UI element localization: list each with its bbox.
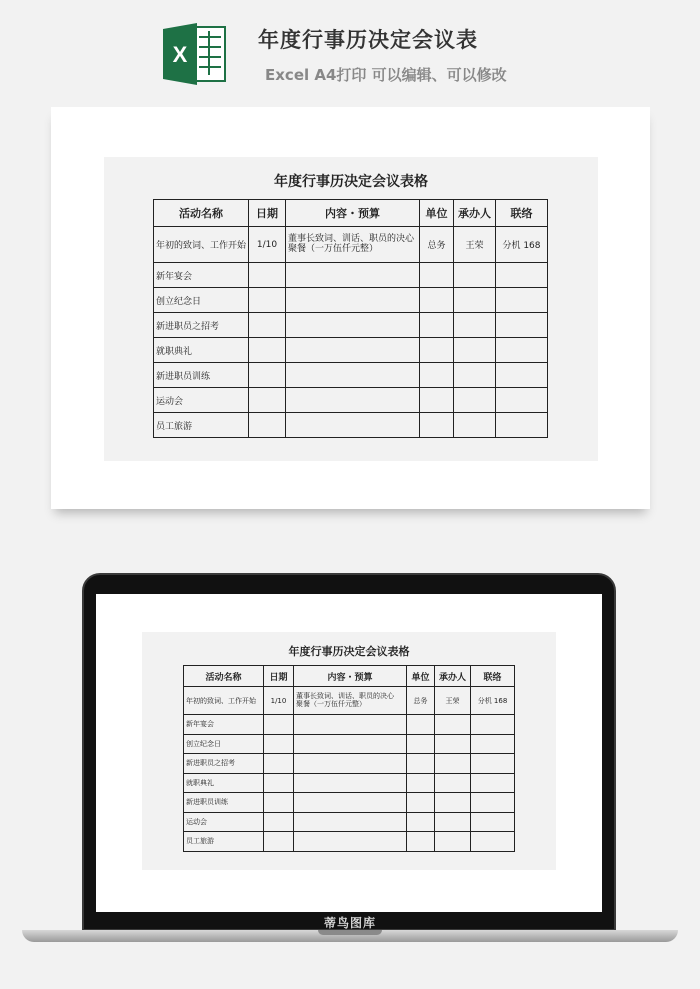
contact-cell [496, 413, 548, 438]
contact-cell-text: 分机 168 [477, 696, 508, 705]
content-line: 董事长致词、训话、职员的决心 [296, 692, 394, 701]
activity-name-cell [184, 832, 264, 852]
content-line: 聚餐（一万伍仟元整） [288, 243, 379, 254]
contact-cell [471, 812, 515, 832]
owner-cell [435, 715, 471, 735]
owner-cell [454, 227, 496, 263]
unit-cell [407, 687, 435, 715]
activity-name-cell-text: 新年宴会 [156, 271, 193, 282]
contact-cell-text: 分机 168 [502, 241, 541, 251]
contact-cell [496, 313, 548, 338]
activity-name-cell-text: 就职典礼 [186, 778, 214, 787]
activity-name-cell-text: 员工旅游 [186, 837, 214, 846]
owner-cell [454, 338, 496, 363]
col-header: 内容・预算 [294, 666, 407, 687]
owner-cell [454, 388, 496, 413]
content-cell [294, 812, 407, 832]
date-cell-text: 1/10 [256, 239, 278, 250]
content-cell [286, 227, 420, 263]
date-cell [249, 338, 286, 363]
unit-cell [407, 832, 435, 852]
content-cell [294, 715, 407, 735]
activity-name-cell [184, 687, 264, 715]
unit-cell [420, 363, 454, 388]
sheet-title: 年度行事历决定会议表格 [288, 645, 410, 658]
activity-name-cell [184, 773, 264, 793]
table-header-row [154, 200, 548, 227]
activity-name-cell-text: 就职典礼 [156, 346, 193, 357]
date-cell [249, 227, 286, 263]
unit-cell [407, 734, 435, 754]
activity-name-cell-text: 创立纪念日 [186, 739, 221, 748]
table-row [184, 812, 515, 832]
owner-cell [454, 413, 496, 438]
content-line: 聚餐（一万伍仟元整） [296, 699, 366, 708]
col-header: 活动名称 [154, 200, 249, 227]
table-row [184, 715, 515, 735]
activity-name-cell [154, 288, 249, 313]
activity-name-cell-text: 新进职员训练 [156, 371, 211, 382]
table-row [154, 313, 548, 338]
table-row [154, 288, 548, 313]
col-header: 单位 [407, 666, 435, 687]
content-cell [294, 687, 407, 715]
unit-cell [420, 388, 454, 413]
activity-name-cell [184, 715, 264, 735]
contact-cell [496, 227, 548, 263]
owner-cell [454, 288, 496, 313]
svg-text:X: X [172, 42, 188, 67]
activity-name-cell [184, 734, 264, 754]
date-cell [264, 832, 294, 852]
unit-cell-text: 总务 [413, 696, 428, 705]
unit-cell [420, 263, 454, 288]
activity-name-cell [154, 388, 249, 413]
owner-cell [454, 313, 496, 338]
date-cell [264, 773, 294, 793]
contact-cell [471, 754, 515, 774]
table-row [184, 734, 515, 754]
owner-cell-text: 王荣 [465, 241, 484, 251]
content-line: 董事长致词、训话、职员的决心 [288, 234, 415, 245]
activity-name-cell [154, 363, 249, 388]
date-cell [264, 734, 294, 754]
table-row [184, 773, 515, 793]
activity-name-cell-text: 年初的致词、工作开始 [156, 241, 247, 251]
date-cell [249, 363, 286, 388]
owner-cell [454, 263, 496, 288]
owner-cell [435, 734, 471, 754]
activity-name-cell [154, 263, 249, 288]
activity-name-cell [154, 338, 249, 363]
laptop-screen [96, 594, 602, 912]
spreadsheet-preview [104, 157, 598, 461]
unit-cell [420, 313, 454, 338]
table-row [154, 413, 548, 438]
contact-cell [496, 263, 548, 288]
owner-cell [454, 363, 496, 388]
content-cell [286, 338, 420, 363]
col-header: 承办人 [435, 666, 471, 687]
table-row [184, 754, 515, 774]
activity-name-cell [184, 812, 264, 832]
table-row [154, 388, 548, 413]
table-row [154, 263, 548, 288]
table-row [154, 227, 548, 263]
content-cell [294, 773, 407, 793]
date-cell [249, 313, 286, 338]
col-header: 日期 [264, 666, 294, 687]
activity-name-cell-text: 新年宴会 [186, 720, 214, 729]
activity-name-cell [184, 754, 264, 774]
content-cell [294, 832, 407, 852]
date-cell [264, 793, 294, 813]
content-cell [286, 288, 420, 313]
content-cell [286, 313, 420, 338]
owner-cell [435, 832, 471, 852]
content-cell [286, 263, 420, 288]
unit-cell [407, 715, 435, 735]
date-cell [264, 754, 294, 774]
date-cell [264, 812, 294, 832]
unit-cell [420, 227, 454, 263]
header [0, 0, 700, 100]
table-row [154, 363, 548, 388]
contact-cell [471, 687, 515, 715]
owner-cell-text: 王荣 [445, 696, 460, 705]
activity-name-cell [154, 227, 249, 263]
activity-name-cell-text: 新进职员之招考 [186, 759, 235, 768]
content-cell [286, 388, 420, 413]
activity-name-cell [154, 313, 249, 338]
col-header: 承办人 [454, 200, 496, 227]
col-header: 日期 [249, 200, 286, 227]
table-row [184, 832, 515, 852]
contact-cell [471, 793, 515, 813]
contact-cell [471, 734, 515, 754]
date-cell [249, 413, 286, 438]
content-cell [294, 734, 407, 754]
schedule-table [183, 665, 515, 852]
content-cell [294, 793, 407, 813]
contact-cell [471, 773, 515, 793]
table-header-row [184, 666, 515, 687]
activity-name-cell-text: 年初的致词、工作开始 [186, 696, 256, 705]
activity-name-cell-text: 新进职员之招考 [156, 321, 220, 332]
activity-name-cell [154, 413, 249, 438]
laptop-notch [318, 930, 382, 935]
activity-name-cell-text: 创立纪念日 [156, 296, 202, 307]
unit-cell-text: 总务 [427, 241, 446, 251]
col-header: 活动名称 [184, 666, 264, 687]
contact-cell [471, 832, 515, 852]
table-row [184, 687, 515, 715]
schedule-table [153, 199, 548, 438]
preview-card [51, 107, 650, 509]
spreadsheet-preview-laptop [142, 632, 556, 870]
activity-name-cell-text: 运动会 [186, 817, 207, 826]
col-header: 内容・预算 [286, 200, 420, 227]
date-cell [249, 263, 286, 288]
activity-name-cell-text: 新进职员训练 [186, 798, 228, 807]
table-row [184, 793, 515, 813]
page-subtitle: Excel A4打印 可以编辑、可以修改 [265, 66, 507, 84]
activity-name-cell-text: 运动会 [156, 396, 184, 407]
contact-cell [496, 363, 548, 388]
activity-name-cell-text: 员工旅游 [156, 421, 193, 432]
table-row [154, 338, 548, 363]
date-cell [249, 388, 286, 413]
unit-cell [420, 338, 454, 363]
owner-cell [435, 687, 471, 715]
content-cell [286, 413, 420, 438]
activity-name-cell [184, 793, 264, 813]
date-cell-text: 1/10 [270, 696, 287, 705]
unit-cell [420, 288, 454, 313]
content-cell [294, 754, 407, 774]
unit-cell [407, 812, 435, 832]
contact-cell [496, 338, 548, 363]
contact-cell [496, 388, 548, 413]
date-cell [249, 288, 286, 313]
owner-cell [435, 754, 471, 774]
col-header: 联络 [471, 666, 515, 687]
unit-cell [420, 413, 454, 438]
contact-cell [471, 715, 515, 735]
unit-cell [407, 754, 435, 774]
owner-cell [435, 793, 471, 813]
col-header: 联络 [496, 200, 548, 227]
owner-cell [435, 812, 471, 832]
unit-cell [407, 793, 435, 813]
date-cell [264, 687, 294, 715]
brand-label: 蒂鸟图库 [323, 916, 376, 930]
sheet-title: 年度行事历决定会议表格 [274, 174, 428, 190]
page-title: 年度行事历决定会议表 [258, 28, 478, 52]
contact-cell [496, 288, 548, 313]
owner-cell [435, 773, 471, 793]
date-cell [264, 715, 294, 735]
col-header: 单位 [420, 200, 454, 227]
content-cell [286, 363, 420, 388]
unit-cell [407, 773, 435, 793]
excel-logo-icon [163, 21, 227, 87]
